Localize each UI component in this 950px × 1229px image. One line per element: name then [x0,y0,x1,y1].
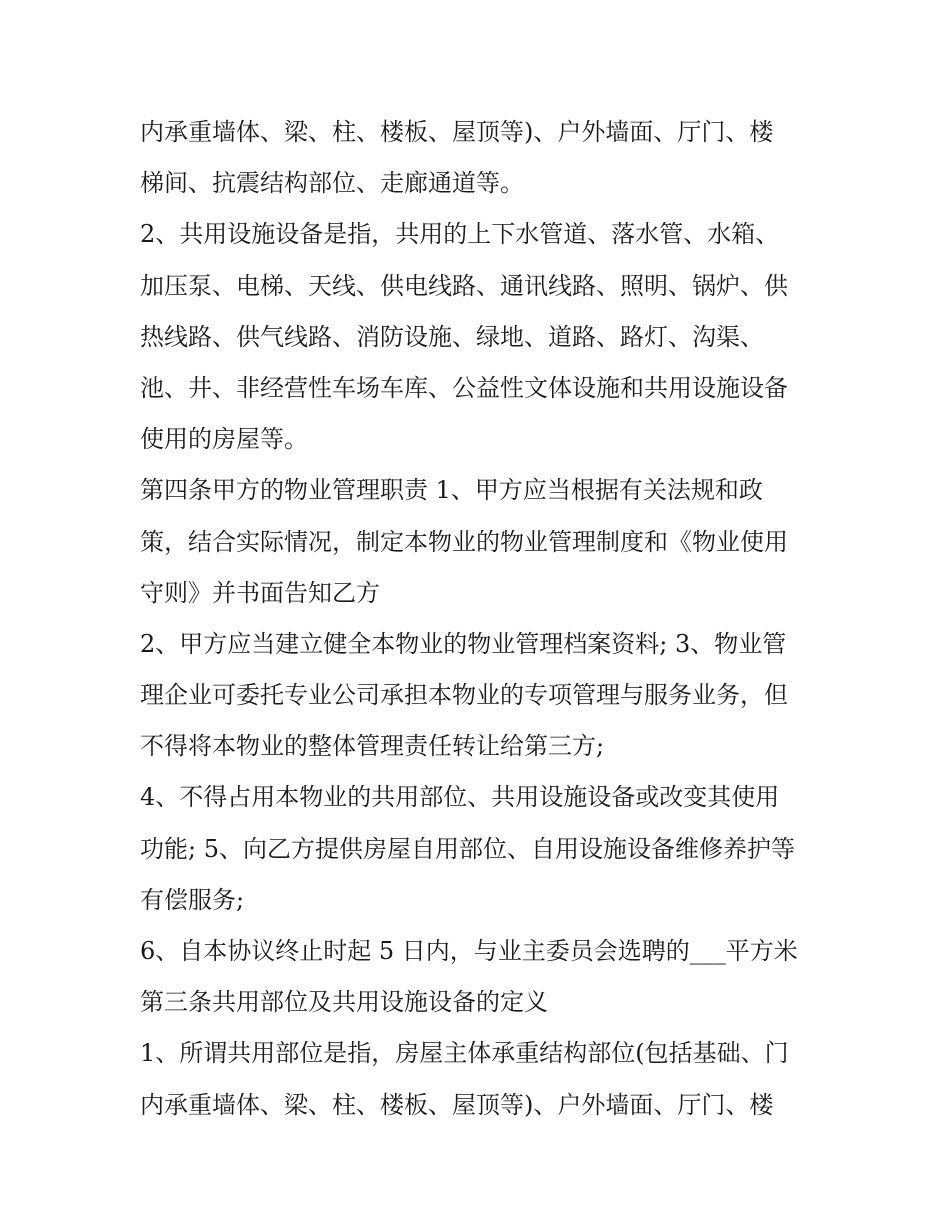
document-body [140,107,820,1131]
text-line: 功能; 5、向乙方提供房屋自用部位、自用设施设备维修养护等 [140,834,795,863]
text-line: 1、所谓共用部位是指，房屋主体承重结构部位(包括基础、门 [140,1039,789,1068]
text-line: 2、甲方应当建立健全本物业的物业管理档案资料; 3、物业管 [140,629,787,658]
text-line: 6、自本协议终止时起 5 日内，与业主委员会选聘的___平方米 [140,937,798,965]
text-line: 热线路、供气线路、消防设施、绿地、道路、路灯、沟渠、 [140,322,764,351]
text-line: 梯间、抗震结构部位、走廊通道等。 [140,169,524,198]
text-line: 理企业可委托专业公司承担本物业的专项管理与服务业务，但 [140,681,788,710]
text-line: 使用的房屋等。 [140,425,308,454]
text-line: 不得将本物业的整体管理责任转让给第三方; [140,732,605,761]
text-line: 4、不得占用本物业的共用部位、共用设施设备或改变其使用 [140,783,780,812]
text-line: 内承重墙体、梁、柱、楼板、屋顶等)、户外墙面、厅门、楼 [140,118,774,146]
section-heading-line: 第四条甲方的物业管理职责 1、甲方应当根据有关法规和政 [140,476,763,505]
text-line: 池、井、非经营性车场车库、公益性文体设施和共用设施设备 [140,373,788,402]
text-line: 内承重墙体、梁、柱、楼板、屋顶等)、户外墙面、厅门、楼 [140,1090,774,1119]
section-heading-line: 第三条共用部位及共用设施设备的定义 [140,988,548,1017]
text-line: 有偿服务; [140,885,245,914]
text-line: 加压泵、电梯、天线、供电线路、通讯线路、照明、锅炉、供 [140,271,788,300]
text-line: 2、共用设施设备是指，共用的上下水管道、落水管、水箱、 [140,220,780,249]
text-line: 守则》并书面告知乙方 [140,578,380,607]
text-line: 策，结合实际情况，制定本物业的物业管理制度和《物业使用 [140,527,788,556]
